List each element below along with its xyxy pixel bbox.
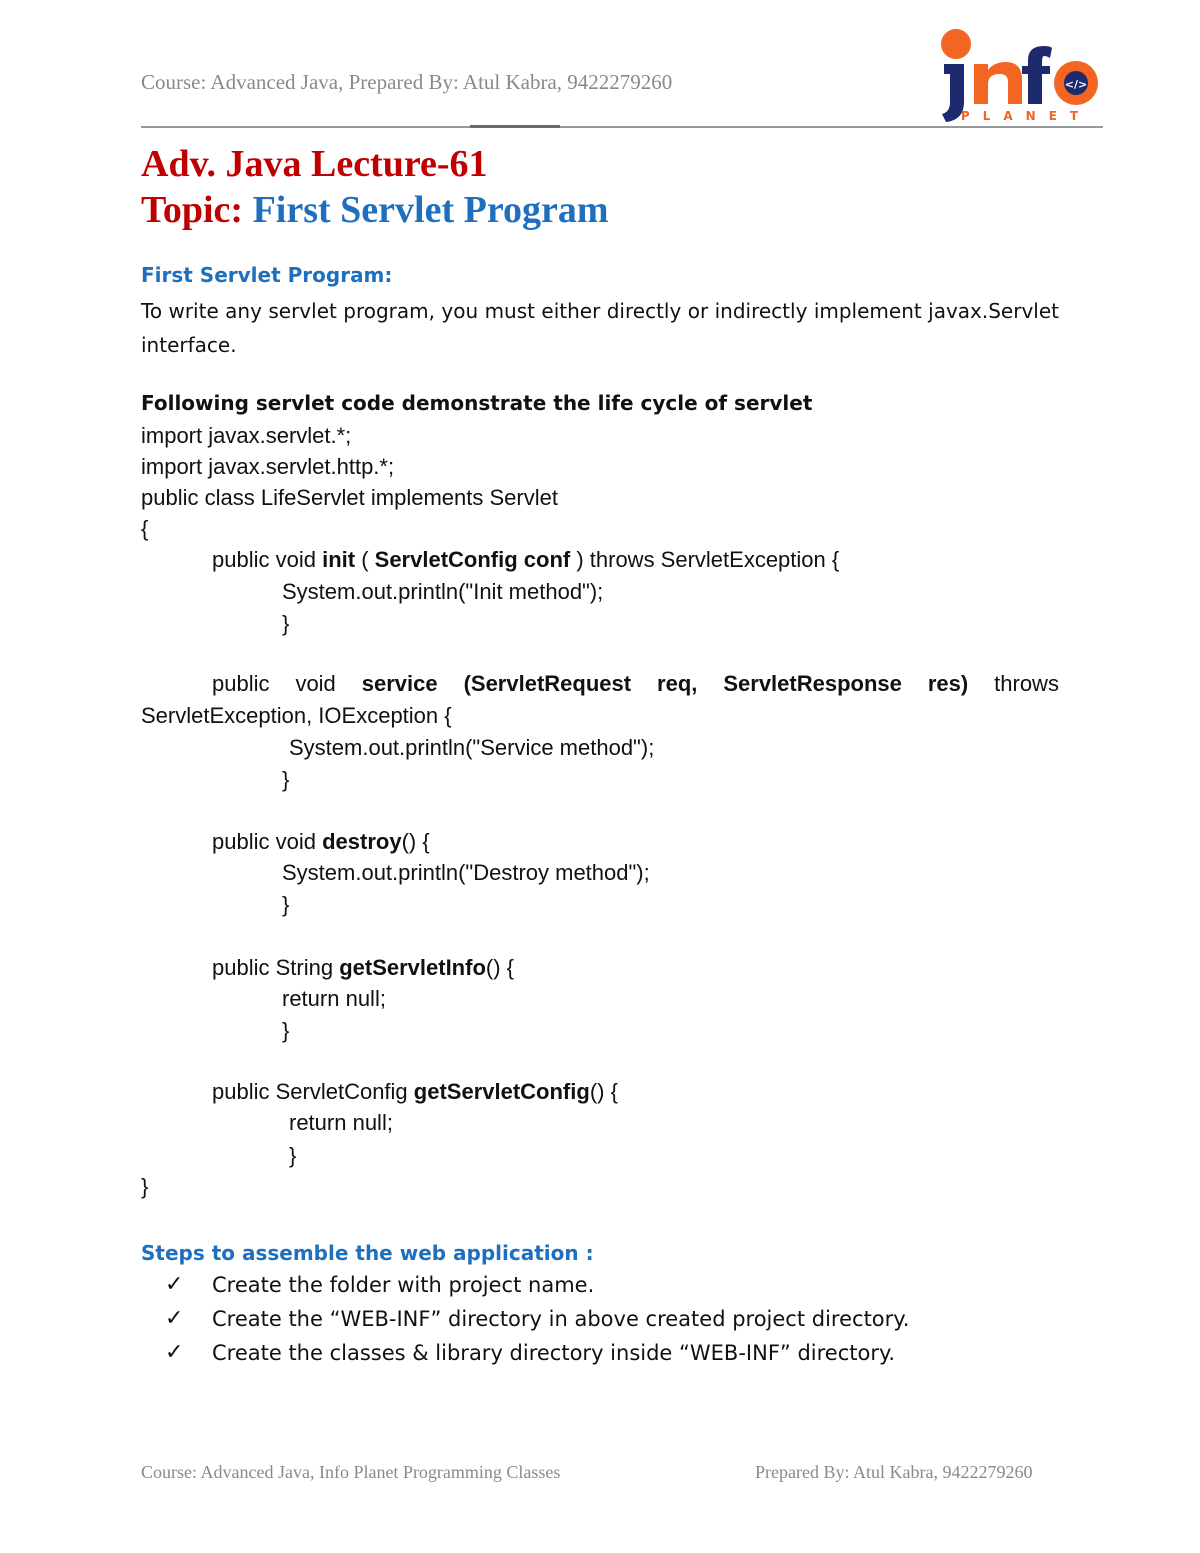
- logo-n: [974, 62, 1022, 104]
- code-class-decl: public class LifeServlet implements Servlet: [141, 485, 558, 510]
- intro-heading: First Servlet Program:: [141, 263, 393, 287]
- code-destroy-body: System.out.println("Destroy method");: [282, 860, 650, 885]
- checkmark-icon: ✓: [165, 1272, 184, 1297]
- code-service-signature: public void service (ServletRequest req, ServletResponse res) throws: [212, 671, 1059, 696]
- code-heading: Following servlet code demonstrate the life cycle of servlet: [141, 391, 813, 415]
- checkmark-icon: ✓: [165, 1306, 184, 1331]
- footer-left: Course: Advanced Java, Info Planet Programming Classes: [141, 1462, 561, 1482]
- step-item: Create the classes & library directory inside “WEB-INF” directory.: [212, 1341, 896, 1365]
- code-close-brace: }: [141, 1174, 149, 1199]
- code-getinfo-signature: public String getServletInfo() {: [212, 955, 515, 980]
- logo-subtitle: PLANET: [960, 109, 1092, 123]
- code-service-body: System.out.println("Service method");: [289, 735, 655, 760]
- logo-f: [1022, 46, 1052, 104]
- steps-heading: Steps to assemble the web application :: [141, 1241, 594, 1265]
- topic-title: [141, 188, 609, 232]
- topic-label: Topic:: [141, 189, 244, 231]
- code-service-close: }: [282, 767, 290, 792]
- header-divider-accent: [470, 125, 560, 128]
- code-getconfig-signature: public ServletConfig getServletConfig() {: [212, 1079, 618, 1104]
- checkmark-icon: ✓: [165, 1340, 184, 1365]
- code-init-body: System.out.println("Init method");: [282, 579, 604, 604]
- step-item: Create the “WEB-INF” directory in above created project directory.: [212, 1307, 910, 1331]
- footer-right: Prepared By: Atul Kabra, 9422279260: [755, 1462, 1033, 1482]
- header-divider: [141, 126, 1103, 128]
- info-planet-logo: [930, 22, 1110, 126]
- intro-paragraph: To write any servlet program, you must either directly or indirectly implement javax.Servlet interface.: [141, 299, 1059, 357]
- code-import-1: import javax.servlet.*;: [141, 423, 352, 448]
- code-getconfig-close: }: [289, 1143, 297, 1168]
- code-open-brace: {: [141, 516, 149, 541]
- code-init-close: }: [282, 611, 290, 636]
- header-course-line: Course: Advanced Java, Prepared By: Atul Kabra, 9422279260: [141, 70, 673, 94]
- step-item: Create the folder with project name.: [212, 1273, 595, 1297]
- code-destroy-signature: public void destroy() {: [212, 829, 430, 854]
- code-destroy-close: }: [282, 892, 290, 917]
- logo-i-dot: [941, 29, 971, 59]
- lecture-title: Adv. Java Lecture-61: [141, 143, 488, 185]
- code-init-signature: public void init ( ServletConfig conf ) throws ServletException {: [212, 547, 840, 572]
- code-getinfo-close: }: [282, 1018, 290, 1043]
- topic-value: First Servlet Program: [252, 189, 609, 231]
- code-getinfo-body: return null;: [282, 986, 386, 1011]
- code-getconfig-body: return null;: [289, 1110, 393, 1135]
- code-import-2: import javax.servlet.http.*;: [141, 454, 395, 479]
- code-service-throws: ServletException, IOException {: [141, 703, 452, 728]
- code-icon: </>: [1064, 78, 1088, 91]
